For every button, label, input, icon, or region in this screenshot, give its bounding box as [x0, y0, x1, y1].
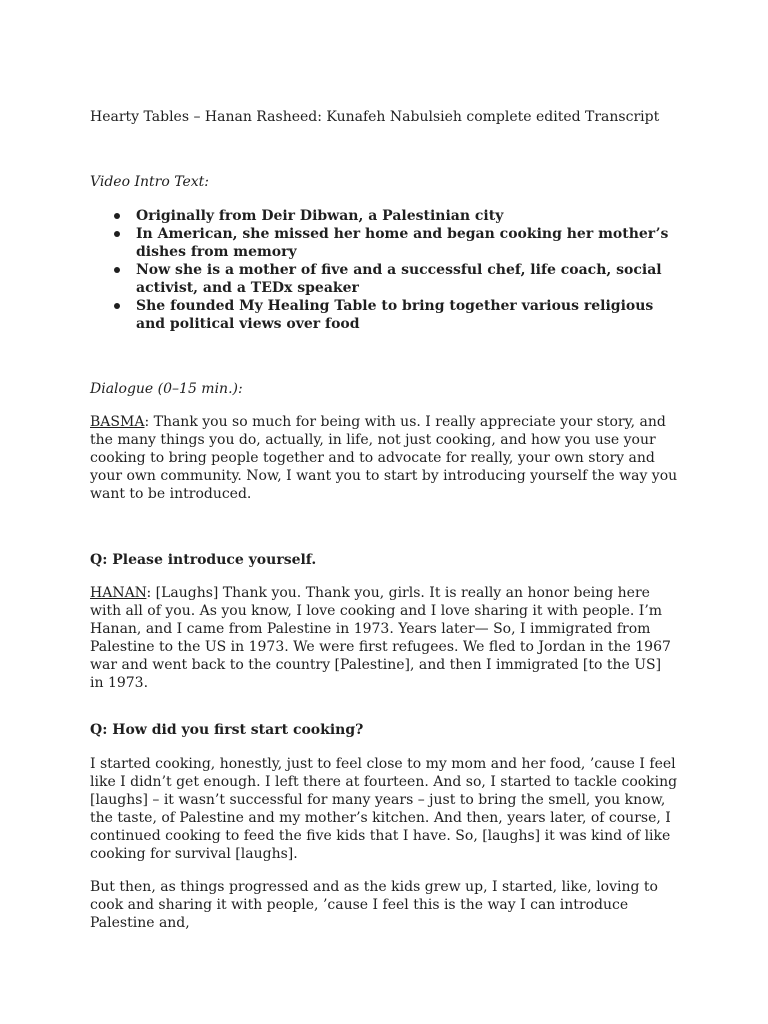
- answer-paragraph: I started cooking, honestly, just to feel close to my mom and her food, ’cause I feel like I didn’t get enough. I left there at fourteen. And so, I started to tackle cooking [laughs] – it wasn’t successful for many years – just to bring the smell, you know, the taste, of Palestine and my mother’s kitchen. And then, years later, of course, I continued cooking to feed the five kids that I have. So, [laughs] it was kind of like cooking for survival [laughs].: [90, 756, 678, 862]
- speaker-text: : [Laughs] Thank you. Thank you, girls. It is really an honor being here with all of you. As you know, I love cooking and I love sharing it with people. I’m Hanan, and I came from Palestine in 1973. Years later— So, I immigrated from Palestine to the US in 1973. We were first refugees. We fled to Jordan in the 1967 war and went back to the country [Palestine], and then I immigrated [to the US] in 1973.: [90, 585, 671, 691]
- intro-bullet-text: She founded My Healing Table to bring together various religious and political views over food: [136, 298, 654, 332]
- intro-heading: Video Intro Text:: [90, 174, 209, 190]
- speaker-name: HANAN: [90, 585, 147, 601]
- hanan-paragraph: [90, 584, 678, 692]
- intro-bullet-text: Now she is a mother of five and a successful chef, life coach, social activist, and a TEDx speaker: [136, 262, 662, 296]
- intro-bullet-item: [90, 225, 678, 261]
- question-heading: Q: Please introduce yourself.: [90, 552, 317, 568]
- intro-bullet-text: Originally from Deir Dibwan, a Palestinian city: [136, 208, 504, 224]
- speaker-name: BASMA: [90, 414, 145, 430]
- intro-bullet-item: [90, 261, 678, 297]
- intro-bullet-text: In American, she missed her home and began cooking her mother’s dishes from memory: [136, 226, 669, 260]
- question-heading: Q: How did you first start cooking?: [90, 722, 364, 738]
- bullet-icon: [114, 213, 120, 219]
- dialogue-heading: Dialogue (0–15 min.):: [90, 381, 243, 397]
- bullet-icon: [114, 231, 120, 237]
- bullet-icon: [114, 267, 120, 273]
- intro-bullet-item: [90, 207, 678, 225]
- bullet-icon: [114, 303, 120, 309]
- answer-paragraph: But then, as things progressed and as the kids grew up, I started, like, loving to cook and sharing it with people, ’cause I feel this is the way I can introduce Palestine and,: [90, 879, 658, 931]
- intro-bullet-item: [90, 297, 678, 333]
- speaker-text: : Thank you so much for being with us. I really appreciate your story, and the many things you do, actually, in life, not just cooking, and how you use your cooking to bring people together and to advocate for really, your own story and your own community. Now, I want you to start by introducing yourself the way you want to be introduced.: [90, 414, 678, 502]
- document-title: Hearty Tables – Hanan Rasheed: Kunafeh Nabulsieh complete edited Transcript: [90, 109, 660, 125]
- intro-bullet-list: [90, 207, 678, 333]
- basma-paragraph: [90, 413, 678, 503]
